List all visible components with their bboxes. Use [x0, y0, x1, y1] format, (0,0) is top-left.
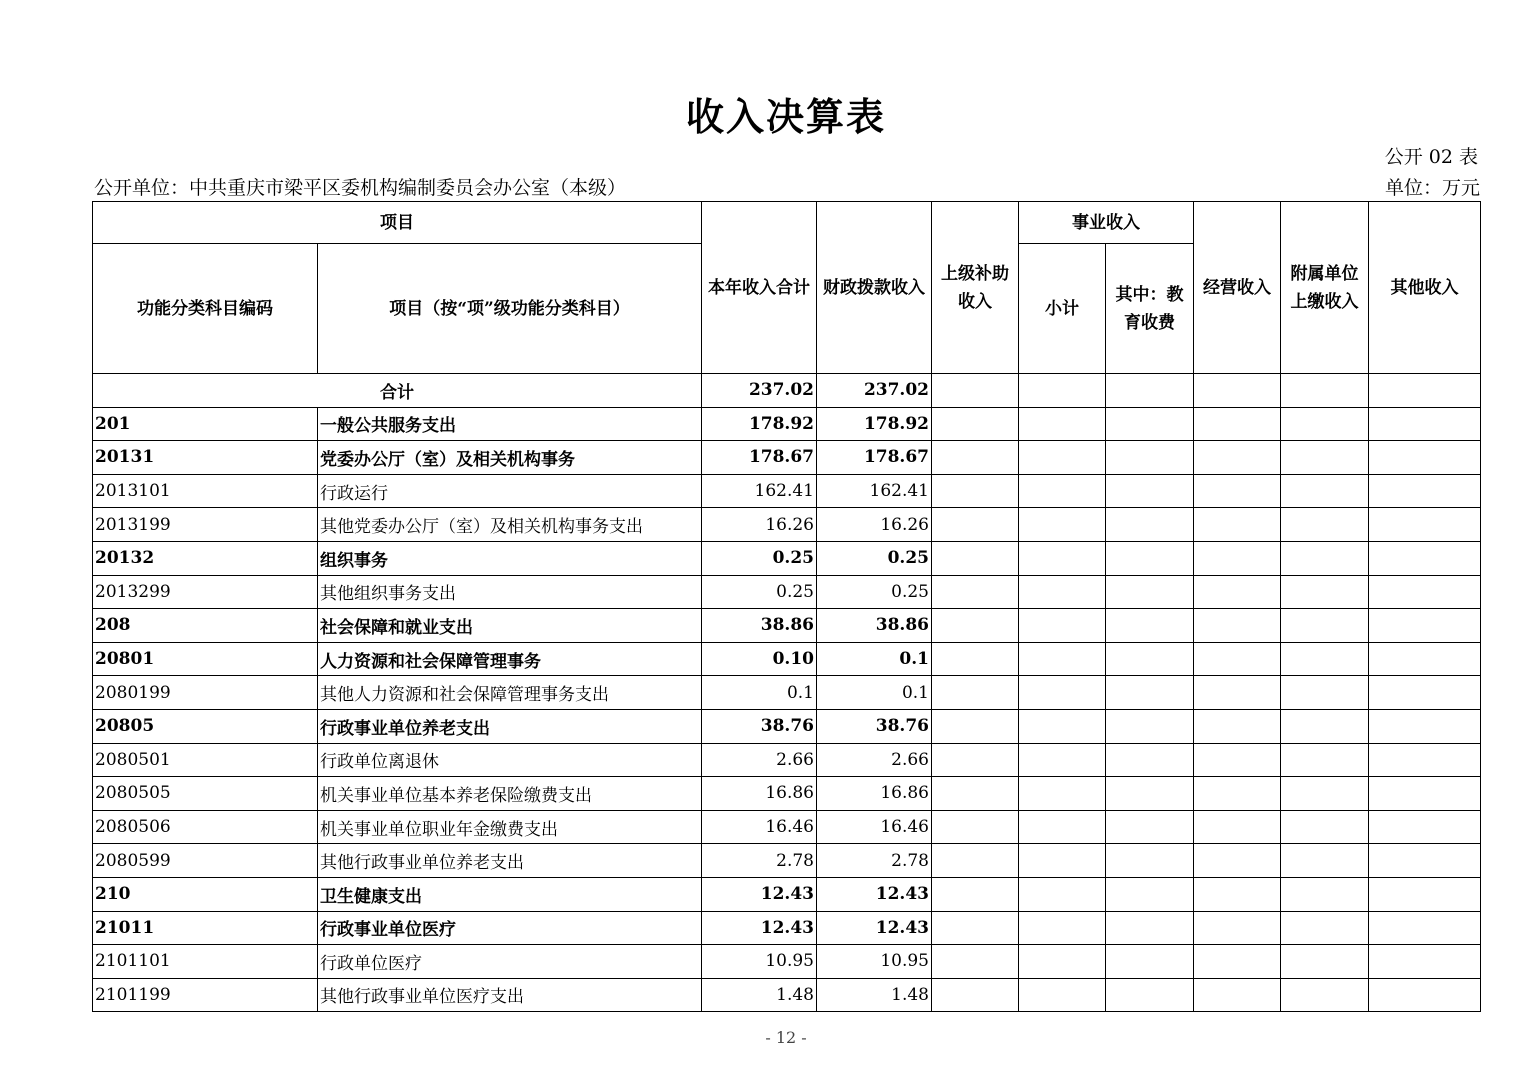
empty-cell	[1194, 541, 1281, 575]
row-total: 16.46	[702, 810, 817, 844]
empty-cell	[1281, 541, 1369, 575]
empty-cell	[1369, 642, 1481, 676]
empty-cell	[932, 810, 1019, 844]
row-code: 20132	[93, 541, 318, 575]
row-fiscal: 0.25	[817, 541, 932, 575]
table-row	[93, 441, 1481, 475]
empty-cell	[1369, 743, 1481, 777]
empty-cell	[1369, 441, 1481, 475]
empty-cell	[1106, 407, 1194, 441]
empty-cell	[1369, 541, 1481, 575]
empty-cell	[1281, 508, 1369, 542]
empty-cell	[1019, 508, 1106, 542]
empty-cell	[1369, 978, 1481, 1012]
row-name: 组织事务	[318, 541, 702, 575]
row-fiscal: 10.95	[817, 945, 932, 979]
empty-cell	[1281, 911, 1369, 945]
empty-cell	[932, 441, 1019, 475]
empty-cell	[1281, 743, 1369, 777]
empty-cell	[1106, 945, 1194, 979]
empty-cell	[1369, 844, 1481, 878]
empty-cell	[1194, 508, 1281, 542]
row-code: 2013199	[93, 508, 318, 542]
empty-cell	[1106, 709, 1194, 743]
header-project: 项目	[93, 202, 702, 244]
empty-cell	[1281, 642, 1369, 676]
row-name: 其他人力资源和社会保障管理事务支出	[318, 676, 702, 710]
row-fiscal: 38.86	[817, 609, 932, 643]
empty-cell	[1194, 474, 1281, 508]
row-code: 2080506	[93, 810, 318, 844]
empty-cell	[1019, 777, 1106, 811]
empty-cell	[932, 877, 1019, 911]
empty-cell	[1369, 945, 1481, 979]
empty-cell	[1106, 441, 1194, 475]
empty-cell	[932, 676, 1019, 710]
row-fiscal: 12.43	[817, 877, 932, 911]
empty-cell	[1019, 877, 1106, 911]
empty-cell	[1019, 541, 1106, 575]
empty-cell	[1281, 777, 1369, 811]
row-code: 2101101	[93, 945, 318, 979]
row-code: 2013299	[93, 575, 318, 609]
row-fiscal: 12.43	[817, 911, 932, 945]
empty-cell	[1194, 676, 1281, 710]
header-code: 功能分类科目编码	[93, 244, 318, 374]
empty-cell	[1019, 642, 1106, 676]
empty-cell	[1194, 877, 1281, 911]
row-code: 20801	[93, 642, 318, 676]
empty-cell	[1106, 877, 1194, 911]
empty-cell	[1106, 474, 1194, 508]
empty-cell	[1194, 743, 1281, 777]
row-total: 16.26	[702, 508, 817, 542]
empty-cell	[1369, 407, 1481, 441]
empty-cell	[1281, 474, 1369, 508]
table-row	[93, 945, 1481, 979]
row-name: 行政运行	[318, 474, 702, 508]
row-total: 38.76	[702, 709, 817, 743]
empty-cell	[1106, 743, 1194, 777]
empty-cell	[1194, 441, 1281, 475]
table-row	[93, 978, 1481, 1012]
empty-cell	[1194, 777, 1281, 811]
row-name: 其他行政事业单位养老支出	[318, 844, 702, 878]
empty-cell	[1194, 609, 1281, 643]
table-row	[93, 877, 1481, 911]
empty-cell	[1194, 810, 1281, 844]
empty-cell	[1194, 978, 1281, 1012]
empty-cell	[1019, 609, 1106, 643]
empty-cell	[1019, 374, 1106, 408]
empty-cell	[1019, 978, 1106, 1012]
row-name: 机关事业单位职业年金缴费支出	[318, 810, 702, 844]
empty-cell	[932, 945, 1019, 979]
empty-cell	[1106, 911, 1194, 945]
empty-cell	[1281, 709, 1369, 743]
row-code: 210	[93, 877, 318, 911]
empty-cell	[932, 474, 1019, 508]
table-row	[93, 743, 1481, 777]
empty-cell	[1369, 474, 1481, 508]
row-fiscal: 16.46	[817, 810, 932, 844]
empty-cell	[1019, 945, 1106, 979]
row-total: 12.43	[702, 911, 817, 945]
empty-cell	[932, 642, 1019, 676]
row-fiscal: 1.48	[817, 978, 932, 1012]
empty-cell	[1194, 709, 1281, 743]
row-total: 0.1	[702, 676, 817, 710]
row-fiscal: 0.1	[817, 642, 932, 676]
table-row	[93, 575, 1481, 609]
row-total: 2.78	[702, 844, 817, 878]
empty-cell	[1281, 575, 1369, 609]
empty-cell	[1106, 844, 1194, 878]
empty-cell	[1281, 844, 1369, 878]
row-code: 201	[93, 407, 318, 441]
table-code: 公开 02 表	[1384, 146, 1478, 168]
row-fiscal: 16.26	[817, 508, 932, 542]
row-total: 38.86	[702, 609, 817, 643]
empty-cell	[1281, 978, 1369, 1012]
empty-cell	[1019, 709, 1106, 743]
page-title: 收入决算表	[685, 94, 886, 139]
empty-cell	[1106, 810, 1194, 844]
row-name: 其他行政事业单位医疗支出	[318, 978, 702, 1012]
empty-cell	[932, 609, 1019, 643]
row-fiscal: 16.86	[817, 777, 932, 811]
row-code: 2080501	[93, 743, 318, 777]
empty-cell	[932, 978, 1019, 1012]
row-name: 卫生健康支出	[318, 877, 702, 911]
empty-cell	[1106, 676, 1194, 710]
table-row	[93, 676, 1481, 710]
row-name: 社会保障和就业支出	[318, 609, 702, 643]
empty-cell	[1194, 945, 1281, 979]
row-total: 10.95	[702, 945, 817, 979]
empty-cell	[1369, 709, 1481, 743]
empty-cell	[1194, 407, 1281, 441]
row-total: 162.41	[702, 474, 817, 508]
header-superior: 上级补助收入	[932, 202, 1019, 374]
empty-cell	[932, 407, 1019, 441]
row-name: 行政事业单位养老支出	[318, 709, 702, 743]
empty-cell	[1019, 743, 1106, 777]
table-row	[93, 609, 1481, 643]
empty-cell	[1194, 911, 1281, 945]
empty-cell	[1019, 575, 1106, 609]
row-fiscal: 2.66	[817, 743, 932, 777]
empty-cell	[932, 911, 1019, 945]
row-name: 其他党委办公厅（室）及相关机构事务支出	[318, 508, 702, 542]
empty-cell	[1281, 374, 1369, 408]
empty-cell	[932, 575, 1019, 609]
empty-cell	[1369, 676, 1481, 710]
empty-cell	[1281, 441, 1369, 475]
row-name: 一般公共服务支出	[318, 407, 702, 441]
header-fiscal: 财政拨款收入	[817, 202, 932, 374]
row-fiscal: 178.67	[817, 441, 932, 475]
empty-cell	[1106, 374, 1194, 408]
row-fiscal: 0.25	[817, 575, 932, 609]
header-edu: 其中：教育收费	[1106, 244, 1194, 374]
row-name: 人力资源和社会保障管理事务	[318, 642, 702, 676]
row-total: 178.92	[702, 407, 817, 441]
table-row	[93, 777, 1481, 811]
empty-cell	[1106, 575, 1194, 609]
table-row	[93, 407, 1481, 441]
empty-cell	[1369, 575, 1481, 609]
header-name: 项目（按“项”级功能分类科目）	[318, 244, 702, 374]
row-total: 16.86	[702, 777, 817, 811]
row-code: 2080199	[93, 676, 318, 710]
empty-cell	[1106, 609, 1194, 643]
empty-cell	[1281, 609, 1369, 643]
row-fiscal: 0.1	[817, 676, 932, 710]
table-row	[93, 709, 1481, 743]
table-row	[93, 541, 1481, 575]
income-table	[92, 201, 1481, 1012]
total-total: 237.02	[702, 374, 817, 408]
empty-cell	[1369, 810, 1481, 844]
header-subtotal: 小计	[1019, 244, 1106, 374]
row-name: 其他组织事务支出	[318, 575, 702, 609]
header-affiliated: 附属单位上缴收入	[1281, 202, 1369, 374]
row-code: 20131	[93, 441, 318, 475]
row-code: 2013101	[93, 474, 318, 508]
empty-cell	[1019, 474, 1106, 508]
row-fiscal: 38.76	[817, 709, 932, 743]
empty-cell	[1106, 508, 1194, 542]
total-fiscal: 237.02	[817, 374, 932, 408]
table-row	[93, 844, 1481, 878]
row-total: 12.43	[702, 877, 817, 911]
empty-cell	[1281, 676, 1369, 710]
header-other: 其他收入	[1369, 202, 1481, 374]
total-label: 合计	[93, 374, 702, 408]
empty-cell	[932, 374, 1019, 408]
empty-cell	[1019, 911, 1106, 945]
row-code: 2080599	[93, 844, 318, 878]
row-name: 行政事业单位医疗	[318, 911, 702, 945]
table-row	[93, 474, 1481, 508]
row-fiscal: 2.78	[817, 844, 932, 878]
empty-cell	[932, 709, 1019, 743]
empty-cell	[1194, 374, 1281, 408]
row-total: 178.67	[702, 441, 817, 475]
empty-cell	[1106, 978, 1194, 1012]
table-row	[93, 911, 1481, 945]
table-row	[93, 642, 1481, 676]
empty-cell	[1194, 575, 1281, 609]
empty-cell	[1194, 642, 1281, 676]
row-code: 21011	[93, 911, 318, 945]
empty-cell	[1019, 676, 1106, 710]
header-business: 经营收入	[1194, 202, 1281, 374]
row-fiscal: 162.41	[817, 474, 932, 508]
empty-cell	[932, 541, 1019, 575]
row-name: 党委办公厅（室）及相关机构事务	[318, 441, 702, 475]
empty-cell	[1369, 911, 1481, 945]
header-info	[94, 173, 1480, 200]
empty-cell	[1019, 441, 1106, 475]
empty-cell	[1281, 877, 1369, 911]
empty-cell	[1281, 407, 1369, 441]
row-code: 208	[93, 609, 318, 643]
empty-cell	[1106, 541, 1194, 575]
header-total: 本年收入合计	[702, 202, 817, 374]
unit-label: 单位：万元	[1384, 177, 1480, 199]
row-fiscal: 178.92	[817, 407, 932, 441]
empty-cell	[1194, 844, 1281, 878]
empty-cell	[932, 777, 1019, 811]
empty-cell	[1369, 777, 1481, 811]
total-row	[93, 374, 1481, 408]
table-row	[93, 508, 1481, 542]
row-name: 行政单位医疗	[318, 945, 702, 979]
empty-cell	[1019, 844, 1106, 878]
page-number: - 12 -	[765, 1028, 807, 1047]
row-total: 2.66	[702, 743, 817, 777]
row-code: 2080505	[93, 777, 318, 811]
empty-cell	[1019, 810, 1106, 844]
empty-cell	[1369, 508, 1481, 542]
empty-cell	[1369, 374, 1481, 408]
row-total: 0.25	[702, 575, 817, 609]
row-total: 0.25	[702, 541, 817, 575]
empty-cell	[932, 508, 1019, 542]
row-code: 20805	[93, 709, 318, 743]
row-total: 0.10	[702, 642, 817, 676]
empty-cell	[1369, 609, 1481, 643]
table-row	[93, 810, 1481, 844]
empty-cell	[1281, 810, 1369, 844]
empty-cell	[932, 844, 1019, 878]
row-name: 机关事业单位基本养老保险缴费支出	[318, 777, 702, 811]
row-total: 1.48	[702, 978, 817, 1012]
row-code: 2101199	[93, 978, 318, 1012]
header-career: 事业收入	[1019, 202, 1194, 244]
empty-cell	[1106, 642, 1194, 676]
empty-cell	[1369, 877, 1481, 911]
org-label: 公开单位：中共重庆市梁平区委机构编制委员会办公室（本级）	[94, 177, 627, 199]
row-name: 行政单位离退休	[318, 743, 702, 777]
empty-cell	[932, 743, 1019, 777]
empty-cell	[1106, 777, 1194, 811]
empty-cell	[1019, 407, 1106, 441]
empty-cell	[1281, 945, 1369, 979]
